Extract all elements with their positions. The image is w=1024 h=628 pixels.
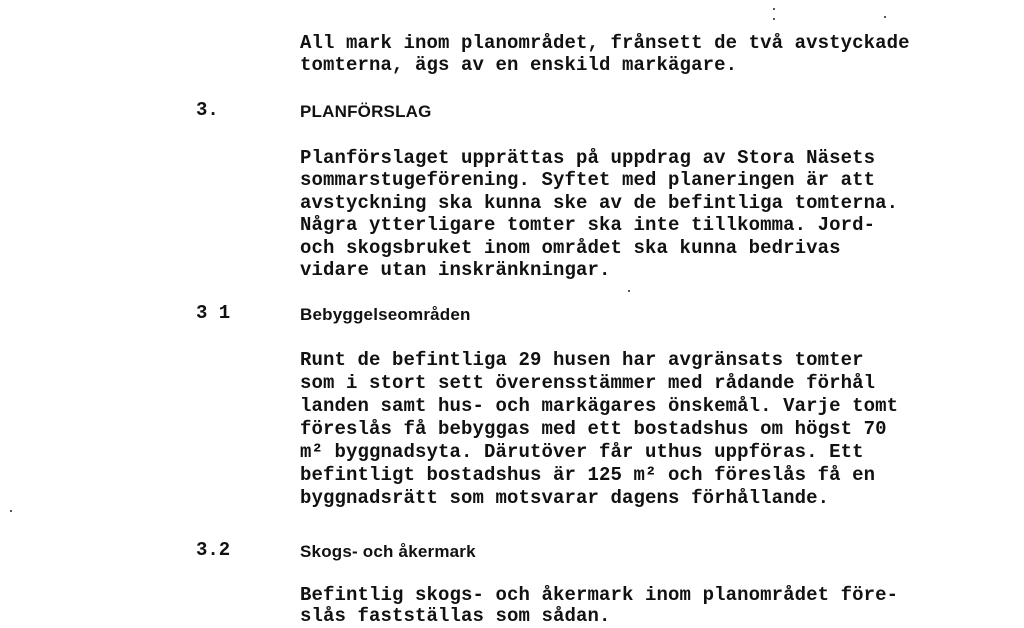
scan-speck bbox=[773, 18, 775, 20]
paragraph-line: landen samt hus- och markägares önskemål. Varje tomt bbox=[300, 395, 899, 417]
section-number: 3 1 bbox=[196, 302, 231, 324]
paragraph-line: sommarstugeförening. Syftet med planeringen är att bbox=[300, 169, 876, 191]
paragraph-line: m² byggnadsyta. Därutöver får uthus uppföras. Ett bbox=[300, 441, 864, 463]
section-number: 3. bbox=[196, 99, 219, 121]
paragraph-line: och skogsbruket inom området ska kunna bedrivas bbox=[300, 237, 841, 259]
paragraph-line: vidare utan inskränkningar. bbox=[300, 259, 611, 281]
paragraph-line: byggnadsrätt som motsvarar dagens förhållande. bbox=[300, 487, 830, 509]
intro-line: All mark inom planområdet, frånsett de två avstyckade bbox=[300, 32, 910, 54]
paragraph-line: befintligt bostadshus är 125 m² och föreslås få en bbox=[300, 464, 876, 486]
section-heading: PLANFÖRSLAG bbox=[300, 102, 432, 121]
paragraph-line: Några ytterligare tomter ska inte tillkomma. Jord- bbox=[300, 214, 876, 236]
paragraph-line: slås fastställas som sådan. bbox=[300, 605, 611, 627]
paragraph-line: avstyckning ska kunna ske av de befintliga tomterna. bbox=[300, 192, 899, 214]
section-heading: Bebyggelseområden bbox=[300, 305, 471, 324]
scan-speck bbox=[628, 290, 630, 292]
paragraph-line: Planförslaget upprättas på uppdrag av Stora Näsets bbox=[300, 147, 876, 169]
scan-speck bbox=[773, 8, 775, 10]
scan-speck bbox=[884, 16, 886, 18]
section-number: 3.2 bbox=[196, 539, 231, 561]
paragraph-line: Runt de befintliga 29 husen har avgränsats tomter bbox=[300, 349, 864, 371]
section-heading: Skogs- och åkermark bbox=[300, 542, 476, 561]
paragraph-line: föreslås få bebyggas med ett bostadshus om högst 70 bbox=[300, 418, 887, 440]
paragraph-line: Befintlig skogs- och åkermark inom planområdet före- bbox=[300, 584, 899, 606]
paragraph-line: som i stort sett överensstämmer med rådande förhål bbox=[300, 372, 876, 394]
intro-line: tomterna, ägs av en enskild markägare. bbox=[300, 54, 738, 76]
scan-speck bbox=[10, 510, 12, 512]
